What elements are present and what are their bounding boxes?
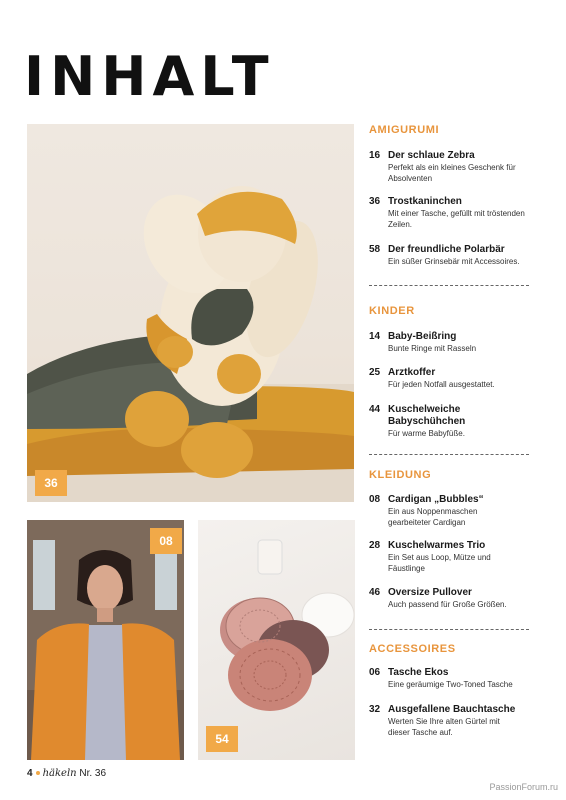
entry-description: Ein Set aus Loop, Mütze und Fäustlinge — [388, 553, 491, 573]
entry-title: Oversize Pullover — [388, 587, 472, 598]
toc-entry[interactable] — [369, 244, 534, 267]
page-number: 46 — [369, 587, 381, 598]
footer-issue: Nr. 36 — [79, 768, 107, 779]
entry-title: Ausgefallene Bauchtasche — [388, 704, 516, 715]
section-heading-accessoires: ACCESSOIRES — [369, 643, 456, 655]
section-divider — [369, 454, 529, 455]
entry-description: Auch passend für Große Größen. — [388, 600, 507, 609]
entry-description: Perfekt als ein kleines Geschenk für Absolventen — [388, 163, 516, 183]
toc-entry[interactable] — [369, 404, 534, 439]
page-number: 32 — [369, 704, 381, 715]
page-number: 16 — [369, 150, 381, 161]
entry-description: Werten Sie Ihre alten Gürtel mit dieser Tasche auf. — [388, 717, 500, 737]
entry-title: Trostkaninchen — [388, 196, 462, 207]
coasters-photo — [198, 520, 355, 760]
page-badge: 36 — [35, 470, 67, 496]
entry-description: Bunte Ringe mit Rasseln — [388, 344, 477, 353]
toc-entry[interactable] — [369, 331, 534, 354]
bunny-illustration — [27, 124, 354, 502]
entry-title: Der freundliche Polarbär — [388, 244, 505, 255]
page-number: 08 — [369, 494, 381, 505]
entry-description: Ein süßer Grinsebär mit Accessoires. — [388, 257, 520, 266]
page-badge: 54 — [206, 726, 238, 752]
entry-description: Für jeden Notfall ausgestattet. — [388, 380, 495, 389]
entry-title: Der schlaue Zebra — [388, 150, 475, 161]
section-divider — [369, 629, 529, 630]
toc-entry[interactable] — [369, 367, 534, 390]
toc-entry[interactable] — [369, 540, 534, 574]
toc-entry[interactable] — [369, 704, 534, 738]
toc-entry[interactable] — [369, 196, 534, 230]
toc-entry[interactable] — [369, 150, 534, 184]
section-heading-kleidung: KLEIDUNG — [369, 469, 432, 481]
toc-entry[interactable] — [369, 587, 534, 610]
page-number: 58 — [369, 244, 381, 255]
toc-entry[interactable] — [369, 494, 534, 528]
entry-title: Arztkoffer — [388, 367, 436, 378]
footer-dot-icon — [36, 771, 40, 775]
coasters-illustration — [198, 520, 355, 760]
page-number: 44 — [369, 404, 381, 415]
page-number: 28 — [369, 540, 381, 551]
entry-title: Kuschelweiche Babyschühchen — [388, 404, 466, 427]
entry-title: Tasche Ekos — [388, 667, 449, 678]
footer-brand: häkeln — [42, 768, 77, 779]
page-title: INHALT — [24, 45, 275, 108]
cardigan-illustration — [27, 520, 184, 760]
entry-description: Für warme Babyfüße. — [388, 429, 465, 438]
entry-title: Cardigan „Bubbles“ — [388, 494, 484, 505]
page-number: 25 — [369, 367, 381, 378]
entry-description: Eine geräumige Two-Toned Tasche — [388, 680, 513, 689]
page-number: 14 — [369, 331, 381, 342]
watermark-credit: PassionForum.ru — [489, 782, 558, 792]
section-heading-kinder: KINDER — [369, 305, 415, 317]
cardigan-photo — [27, 520, 184, 760]
section-divider — [369, 285, 529, 286]
bunny-photo — [27, 124, 354, 502]
entry-title: Kuschelwarmes Trio — [388, 540, 486, 551]
page-footer — [27, 768, 106, 779]
page-number: 36 — [369, 196, 381, 207]
footer-page-number: 4 — [27, 768, 33, 779]
entry-title: Baby-Beißring — [388, 331, 457, 342]
entry-description: Ein aus Noppenmaschen gearbeiteter Cardigan — [388, 507, 478, 527]
toc-entry[interactable] — [369, 667, 534, 690]
page-number: 06 — [369, 667, 381, 678]
entry-description: Mit einer Tasche, gefüllt mit tröstenden Zeilen. — [388, 209, 525, 229]
section-heading-amigurumi: AMIGURUMI — [369, 124, 440, 136]
page-badge: 08 — [150, 528, 182, 554]
